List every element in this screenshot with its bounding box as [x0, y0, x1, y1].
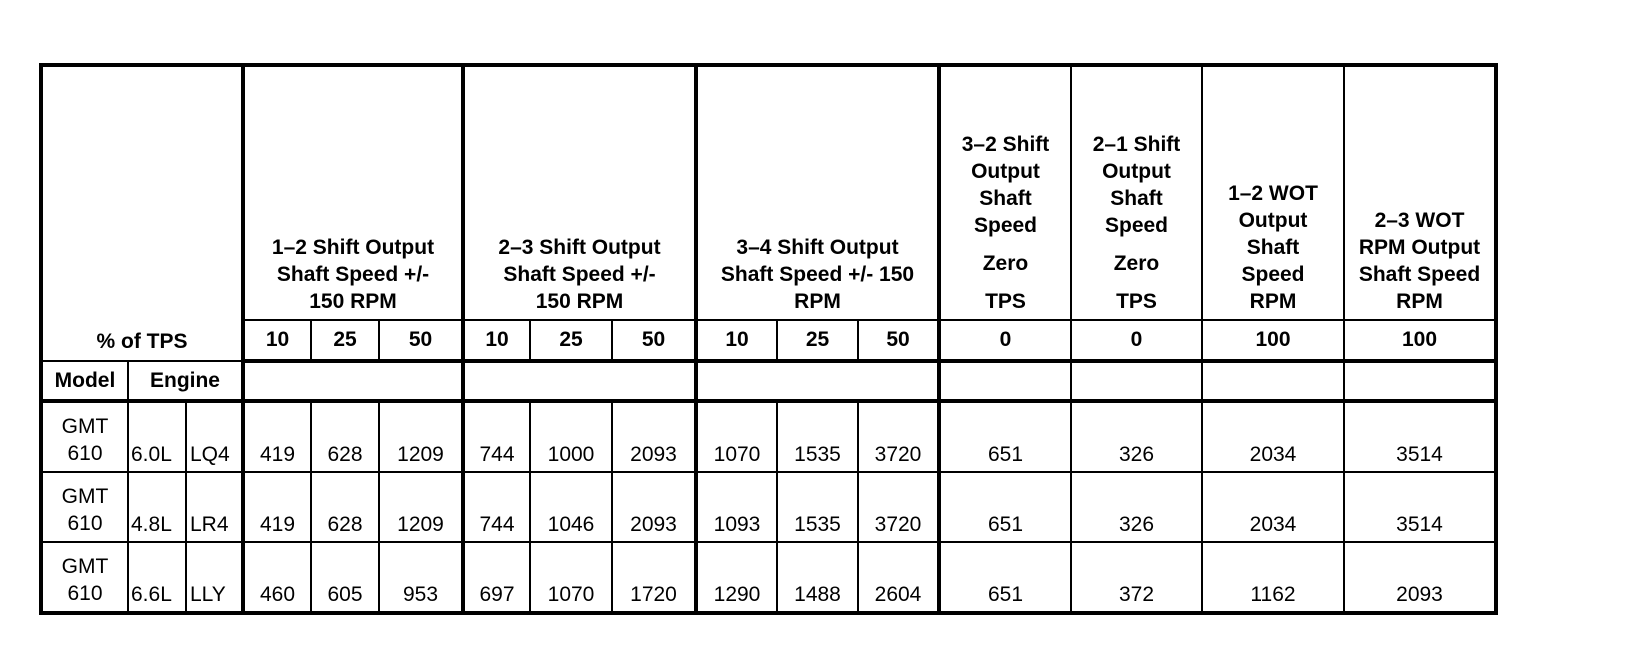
- header-line: Speed: [1241, 263, 1305, 286]
- table-row: [41, 472, 1496, 542]
- header-line: Speed: [1104, 214, 1169, 237]
- value-cell: 1046: [530, 472, 612, 542]
- model-line: GMT: [61, 485, 109, 508]
- tps-value: 50: [379, 320, 463, 361]
- tps-value: 10: [463, 320, 530, 361]
- engine-displacement: 6.0L: [128, 401, 186, 472]
- model-line: 610: [67, 512, 103, 535]
- value-cell: 1535: [777, 472, 858, 542]
- table-row: [41, 401, 1496, 472]
- model-line: 610: [67, 442, 103, 465]
- value-cell: 3720: [858, 401, 939, 472]
- tps-value: 25: [311, 320, 379, 361]
- engine-displacement: 4.8L: [128, 472, 186, 542]
- value-cell: 1209: [379, 401, 463, 472]
- model-line: 610: [67, 582, 103, 605]
- value-cell: 326: [1071, 401, 1202, 472]
- header-line: 1–2 WOT: [1228, 182, 1318, 205]
- header-line: RPM: [794, 290, 841, 313]
- tps-label-cell: [41, 65, 243, 361]
- empty-cell: [939, 361, 1071, 401]
- header-line: 3–4 Shift Output: [736, 236, 899, 259]
- tps-value: 25: [777, 320, 858, 361]
- engine-code: LR4: [186, 472, 243, 542]
- value-cell: 2034: [1202, 472, 1344, 542]
- empty-cell: [1344, 361, 1496, 401]
- tps-values-row: [41, 320, 1496, 361]
- header-shift-3-4: [696, 65, 939, 320]
- header-line: Zero: [1113, 252, 1160, 275]
- value-cell: 3720: [858, 472, 939, 542]
- value-cell: 1070: [530, 542, 612, 613]
- empty-cell: [1071, 361, 1202, 401]
- table-row: [41, 542, 1496, 613]
- header-line: Output: [1238, 209, 1308, 232]
- header-line: Shaft Speed +/- 150: [720, 263, 915, 286]
- header-spacer: [941, 277, 1070, 288]
- header-line: RPM: [1396, 290, 1443, 313]
- value-cell: 1209: [379, 472, 463, 542]
- header-line: Shaft Speed +/-: [276, 263, 430, 286]
- value-cell: 651: [939, 472, 1071, 542]
- model-line: GMT: [61, 555, 109, 578]
- header-line: Shaft: [1110, 187, 1163, 210]
- value-cell: 1535: [777, 401, 858, 472]
- model-cell: [41, 401, 128, 472]
- value-cell: 2604: [858, 542, 939, 613]
- value-cell: 372: [1071, 542, 1202, 613]
- engine-code: LLY: [186, 542, 243, 613]
- value-cell: 3514: [1344, 401, 1496, 472]
- empty-cell: [1202, 361, 1344, 401]
- value-cell: 651: [939, 542, 1071, 613]
- header-spacer: [1072, 239, 1201, 250]
- value-cell: 2093: [1344, 542, 1496, 613]
- engine-code: LQ4: [186, 401, 243, 472]
- value-cell: 460: [243, 542, 311, 613]
- header-line: Shaft Speed: [1358, 263, 1481, 286]
- value-cell: 651: [939, 401, 1071, 472]
- header-shift-1-2: [243, 65, 463, 320]
- value-cell: 1093: [696, 472, 777, 542]
- value-cell: 1162: [1202, 542, 1344, 613]
- value-cell: 744: [463, 401, 530, 472]
- value-cell: 1070: [696, 401, 777, 472]
- header-line: 150 RPM: [535, 290, 624, 313]
- tps-value: 10: [243, 320, 311, 361]
- header-line: Speed: [973, 214, 1038, 237]
- model-label: Model: [41, 361, 128, 401]
- value-cell: 2093: [612, 401, 696, 472]
- value-cell: 326: [1071, 472, 1202, 542]
- header-line: 2–3 Shift Output: [498, 236, 661, 259]
- header-line: RPM Output: [1358, 236, 1481, 259]
- group-header-row: [41, 65, 1496, 320]
- value-cell: 419: [243, 401, 311, 472]
- model-engine-header-row: [41, 361, 1496, 401]
- engine-displacement: 6.6L: [128, 542, 186, 613]
- value-cell: 697: [463, 542, 530, 613]
- value-cell: 605: [311, 542, 379, 613]
- value-cell: 628: [311, 401, 379, 472]
- value-cell: 2093: [612, 472, 696, 542]
- value-cell: 1720: [612, 542, 696, 613]
- value-cell: 2034: [1202, 401, 1344, 472]
- header-line: 3–2 Shift: [961, 133, 1050, 156]
- tps-value: 50: [858, 320, 939, 361]
- header-line: 150 RPM: [309, 290, 397, 313]
- header-line: 2–3 WOT: [1374, 209, 1465, 232]
- model-cell: [41, 542, 128, 613]
- header-wot-2-3: [1344, 65, 1496, 320]
- tps-label: % of TPS: [96, 330, 188, 353]
- empty-cell: [243, 361, 463, 401]
- value-cell: 628: [311, 472, 379, 542]
- header-wot-1-2: [1202, 65, 1344, 320]
- empty-cell: [696, 361, 939, 401]
- header-line: 2–1 Shift: [1092, 133, 1181, 156]
- tps-value: 50: [612, 320, 696, 361]
- header-line: TPS: [985, 290, 1026, 313]
- engine-label: Engine: [128, 361, 243, 401]
- value-cell: 1000: [530, 401, 612, 472]
- header-line: TPS: [1116, 290, 1157, 313]
- tps-value: 10: [696, 320, 777, 361]
- header-spacer: [1072, 277, 1201, 288]
- header-spacer: [941, 239, 1070, 250]
- header-line: RPM: [1249, 290, 1297, 313]
- tps-value: 0: [939, 320, 1071, 361]
- tps-value: 100: [1202, 320, 1344, 361]
- value-cell: 953: [379, 542, 463, 613]
- model-cell: [41, 472, 128, 542]
- value-cell: 1488: [777, 542, 858, 613]
- value-cell: 1290: [696, 542, 777, 613]
- header-line: 1–2 Shift Output: [271, 236, 435, 259]
- header-line: Output: [1102, 160, 1171, 183]
- shift-speed-table: [39, 63, 1498, 615]
- header-shift-3-2: [939, 65, 1071, 320]
- header-line: Zero: [982, 252, 1029, 275]
- value-cell: 3514: [1344, 472, 1496, 542]
- value-cell: 744: [463, 472, 530, 542]
- header-line: Shaft Speed +/-: [503, 263, 656, 286]
- tps-value: 25: [530, 320, 612, 361]
- tps-value: 100: [1344, 320, 1496, 361]
- tps-value: 0: [1071, 320, 1202, 361]
- header-line: Shaft: [1246, 236, 1300, 259]
- header-line: Shaft: [979, 187, 1032, 210]
- header-line: Output: [971, 160, 1040, 183]
- model-line: GMT: [61, 415, 109, 438]
- value-cell: 419: [243, 472, 311, 542]
- empty-cell: [463, 361, 696, 401]
- header-shift-2-1: [1071, 65, 1202, 320]
- header-shift-2-3: [463, 65, 696, 320]
